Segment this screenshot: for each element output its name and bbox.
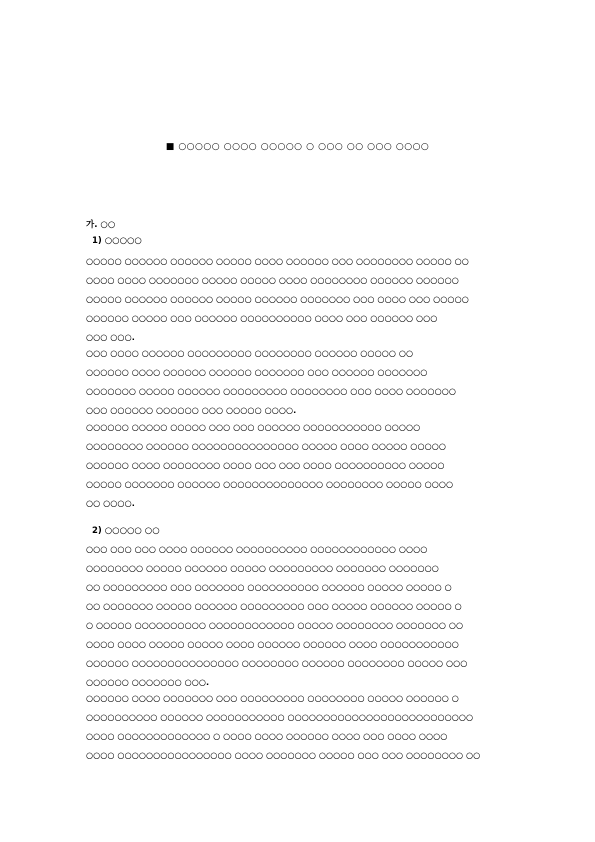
text-line: ○○○○○○ ○○○○ ○○○○○○○○ ○○○○ ○○○ ○○○ ○○○○ ○○○○○○○○○○ ○○○○○	[86, 460, 445, 470]
paragraph	[86, 689, 509, 765]
text-line: ○○○○○○ ○○○○○○○ ○○○.	[86, 677, 210, 687]
text-line: ○○○ ○○○○○○ ○○○○○○ ○○○ ○○○○○ ○○○○.	[86, 405, 297, 415]
text-line: ○○○○○○ ○○○○○ ○○○○○ ○○○ ○○○ ○○○○○○ ○○○○○○○○○○○ ○○○○○	[86, 422, 421, 432]
text-line: ○○ ○○○○.	[86, 498, 135, 508]
section-number: 가. ○○	[86, 220, 116, 230]
text-line: ○○○ ○○○○ ○○○○○○ ○○○○○○○○○ ○○○○○○○○ ○○○○○○ ○○○○○ ○○	[86, 348, 414, 358]
paragraph	[86, 540, 509, 692]
text-line: ○○○○○○○○ ○○○○○ ○○○○○○ ○○○○○ ○○○○○○○○○ ○○○○○○○ ○○○○○○○	[86, 563, 439, 573]
text-line: ○○○○○ ○○○○○○ ○○○○○○ ○○○○○ ○○○○ ○○○○○○ ○○○ ○○○○○○○○ ○○○○○ ○○	[86, 256, 469, 266]
text-line: ○○○○ ○○○○ ○○○○○ ○○○○○ ○○○○ ○○○○○○ ○○○○○○ ○○○○ ○○○○○○○○○○○	[86, 639, 459, 649]
text-line: ○○○○○○ ○○○○○ ○○○ ○○○○○○ ○○○○○○○○○○ ○○○○ ○○○ ○○○○○○ ○○○	[86, 313, 438, 323]
text-line: ○○○○○○ ○○○○ ○○○○○○○ ○○○ ○○○○○○○○○ ○○○○○○○○ ○○○○○ ○○○○○○ ○	[86, 693, 459, 703]
paragraph	[86, 344, 509, 420]
text-line: ○○○○ ○○○○ ○○○○○○○ ○○○○○ ○○○○○ ○○○○ ○○○○○○○○ ○○○○○○ ○○○○○○	[86, 275, 459, 285]
paragraph	[86, 418, 509, 513]
text-line: ○○○○○○ ○○○○○○○○○○○○○○○ ○○○○○○○○ ○○○○○○ ○○○○○○○○ ○○○○○ ○○○	[86, 658, 468, 668]
text-line: ○○○○ ○○○○○○○○○○○○○○○○ ○○○○ ○○○○○○○ ○○○○○ ○○○ ○○○ ○○○○○○○○ ○○	[86, 750, 481, 760]
text-line: ○○○○○○○○○○ ○○○○○○ ○○○○○○○○○○○ ○○○○○○○○○○○○○○○○○○○○○○○○○○	[86, 712, 474, 722]
text-line: ○○○○ ○○○○○○○○○○○○○ ○ ○○○○ ○○○○ ○○○○○○ ○○○○ ○○○ ○○○○ ○○○○	[86, 731, 448, 741]
text-line: ○○○○○○○ ○○○○○ ○○○○○○ ○○○○○○○○○ ○○○○○○○○ ○○○ ○○○○ ○○○○○○○	[86, 386, 457, 396]
document-title: ■ ○○○○○ ○○○○ ○○○○○ ○ ○○○ ○○ ○○○ ○○○○	[165, 142, 430, 152]
section-subheading-1: 1) ○○○○○	[92, 236, 142, 246]
text-line: ○ ○○○○○ ○○○○○○○○○○ ○○○○○○○○○○○○ ○○○○○ ○○○○○○○○ ○○○○○○○ ○○	[86, 620, 464, 630]
text-line: ○○ ○○○○○○○○○ ○○○ ○○○○○○○ ○○○○○○○○○○ ○○○○○○ ○○○○○ ○○○○○ ○	[86, 582, 452, 592]
text-line: ○○○ ○○○.	[86, 332, 135, 342]
text-line: ○○○ ○○○ ○○○ ○○○○ ○○○○○○ ○○○○○○○○○○ ○○○○○○○○○○○○ ○○○○	[86, 544, 428, 554]
text-line: ○○○○○ ○○○○○○ ○○○○○○ ○○○○○ ○○○○○○ ○○○○○○○ ○○○ ○○○○ ○○○ ○○○○○	[86, 294, 469, 304]
text-line: ○○ ○○○○○○○ ○○○○○ ○○○○○○ ○○○○○○○○○ ○○○ ○○○○○ ○○○○○○ ○○○○○ ○	[86, 601, 462, 611]
section-subheading-2: 2) ○○○○○ ○○	[92, 526, 160, 536]
text-line: ○○○○○ ○○○○○○○ ○○○○○○ ○○○○○○○○○○○○○○ ○○○○○○○○ ○○○○○ ○○○○	[86, 479, 454, 489]
paragraph	[86, 252, 509, 347]
text-line: ○○○○○○ ○○○○ ○○○○○○ ○○○○○○ ○○○○○○○ ○○○ ○○○○○○ ○○○○○○○	[86, 367, 428, 377]
text-line: ○○○○○○○○ ○○○○○○ ○○○○○○○○○○○○○○○ ○○○○○ ○○○○ ○○○○○ ○○○○○	[86, 441, 447, 451]
